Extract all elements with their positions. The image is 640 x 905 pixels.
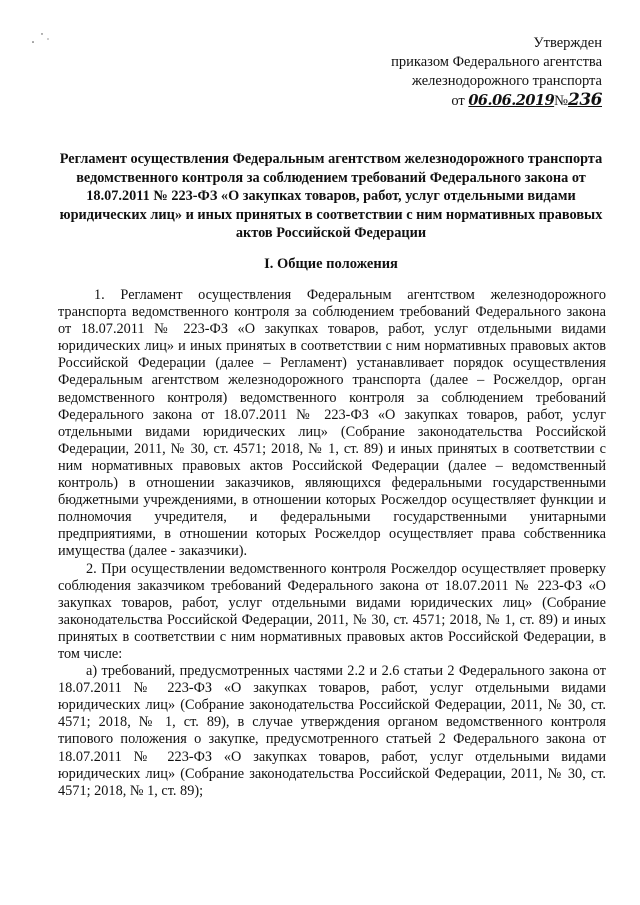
paragraph-1: 1. Регламент осуществления Федеральным агентством железнодорожного транспорта ведомственного контроля за соблюдением требований Федерального закона от 18.07.2011 № 223-ФЗ «О закупках товаров, работ, услуг отдельными видами юридических лиц» и иных принятых в соответствии с ним нормативных правовых актов Российской Федерации (далее – Регламент) устанавливает порядок осуществления Федеральным агентством железнодорожного транспорта (далее – Росжелдор, орган ведомственного контроля) ведомственного контроля за соблюдением требований Федерального закона от 18.07.2011 № 223-ФЗ «О закупках товаров, работ, услуг отдельными видами юридических лиц» (Собрание законодательства Российской Федерации, 2011, № 30, ст. 4571; 2018, № 1, ст. 89) и иных принятых в соответствии с ним нормативных правовых актов Российской Федерации (далее – ведомственный контроль) в отношении заказчиков, являющихся федеральными государственными бюджетными учреждениями, в отношении которых Росжелдор осуществляет функции и полномочия учредителя, и федеральными государственными унитарными предприятиями, в отношении которых Росжелдор осуществляет права собственника имущества (далее - заказчики). — [58, 287, 606, 560]
section-heading: I. Общие положения — [264, 256, 398, 272]
approval-date-line — [391, 91, 602, 111]
approval-line-2: приказом Федерального агентства — [391, 54, 602, 70]
paragraph-a: а) требований, предусмотренных частями 2.2 и 2.6 статьи 2 Федерального закона от 18.07.2011 № 223-ФЗ «О закупках товаров, работ, услуг отдельными видами юридических лиц» (Собрание законодательства Российской Федерации, 2011, № 30, ст. 4571; 2018, № 1, ст. 89), в случае утверждения органом ведомственного контроля типового положения о закупке, предусмотренного статьей 2 Федерального закона от 18.07.2011 № 223-ФЗ «О закупках товаров, работ, услуг отдельными видами юридических лиц» (Собрание законодательства Российской Федерации, 2011, № 30, ст. 4571; 2018, № 1, ст. 89); — [58, 663, 606, 799]
date-prefix: от — [451, 93, 465, 109]
approval-line-3: железнодорожного транспорта — [411, 73, 602, 89]
document-body — [58, 287, 606, 800]
paragraph-2: 2. При осуществлении ведомственного контроля Росжелдор осуществляет проверку соблюдения заказчиком требований Федерального закона от 18.07.2011 № 223-ФЗ «О закупках товаров, работ, услуг отдельными видами юридических лиц» (Собрание законодательства Российской Федерации, 2011, № 30, ст. 4571; 2018, № 1, ст. 89) и иных принятых в соответствии с ним нормативных правовых актов Российской Федерации, в том числе: — [58, 560, 606, 662]
handwritten-number: 236 — [568, 90, 602, 110]
handwritten-date: 06.06.2019 — [468, 92, 555, 109]
approval-line-1: Утвержден — [533, 35, 602, 51]
document-title: Регламент осуществления Федеральным агентством железнодорожного транспорта ведомственного контроля за соблюдением требований Федерального закона от 18.07.2011 № 223-ФЗ «О закупках товаров, работ, услуг отдельными видами юридических лиц» и иных принятых в соответствии с ним нормативных правовых актов Российской Федерации — [59, 151, 603, 242]
number-sign: № — [554, 93, 568, 109]
approval-block — [391, 34, 602, 111]
scan-specks — [30, 30, 60, 50]
